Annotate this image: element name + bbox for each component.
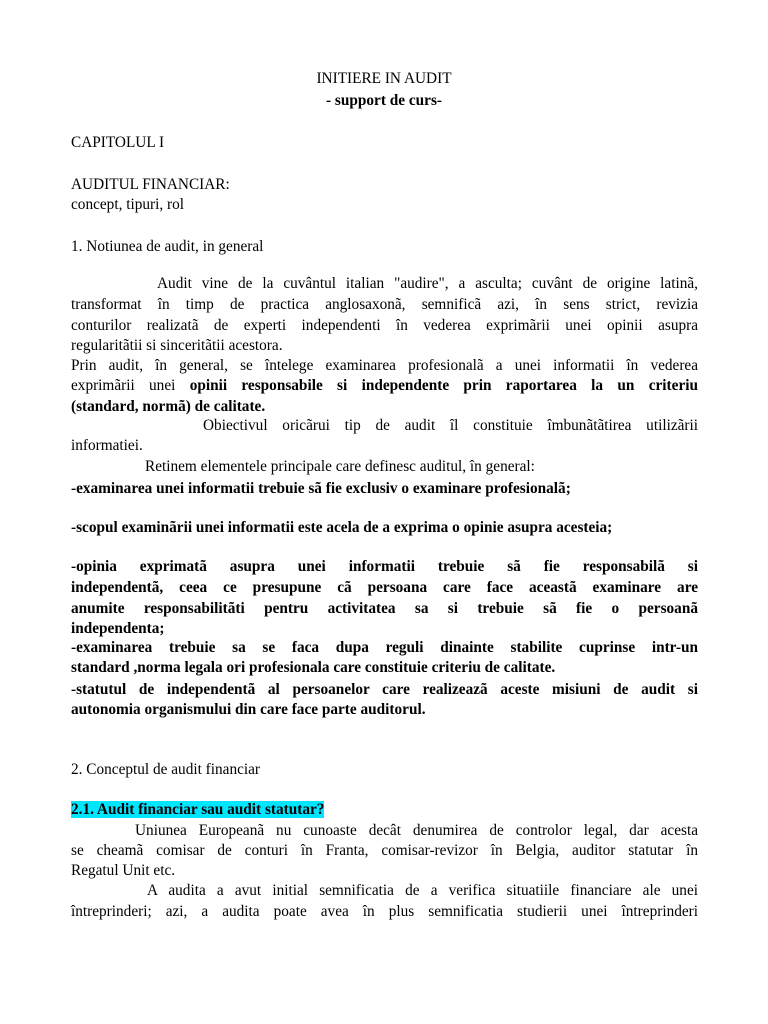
paragraph-line <box>71 376 698 396</box>
paragraph-line: întreprinderi; azi, a audita poate avea în plus semnificatia studierii unei întreprinderi <box>71 903 698 920</box>
document-title: INITIERE IN AUDIT <box>316 70 452 87</box>
paragraph-line: transformat în timp de practica anglosaxonã, semnificã azi, în sens strict, revizia <box>71 296 698 313</box>
paragraph-line: Prin audit, în general, se întelege examinarea profesionalã a unei informatii în vederea <box>71 357 698 374</box>
bullet-item: autonomia organismului din care face parte auditorul. <box>71 701 426 718</box>
section-heading: 1. Notiunea de audit, in general <box>71 238 264 255</box>
paragraph-line: A audita a avut initial semnificatia de a verifica situatiile financiare ale unei <box>147 882 698 899</box>
paragraph-line: Regatul Unit etc. <box>71 862 176 879</box>
paragraph-line: informatiei. <box>71 437 143 454</box>
paragraph-line: regularitãtii si sinceritãtii acestora. <box>71 337 283 354</box>
bullet-item: independenta; <box>71 620 165 637</box>
paragraph-text: exprimãrii unei <box>71 377 190 394</box>
paragraph-line: Uniunea Europeanã nu cunoaste decât denumirea de controlor legal, dar acesta <box>135 822 698 839</box>
bullet-item: standard ,norma legala ori profesionala care constituie criteriu de calitate. <box>71 659 556 676</box>
emphasis-text: opinii responsabile si independente prin raportarea la un criteriu <box>189 377 698 394</box>
bullet-item: -statutul de independentã al persoanelor care realizeazã aceste misiuni de audit si <box>71 681 698 698</box>
paragraph-line: conturilor realizatã de experti independenti în vederea exprimãrii unei opinii asupra <box>71 317 698 334</box>
paragraph-line: Retinem elementele principale care definesc auditul, în general: <box>145 458 535 475</box>
chapter-title: AUDITUL FINANCIAR: <box>71 176 230 193</box>
bullet-item: -scopul examinãrii unei informatii este acela de a exprima o opinie asupra acesteia; <box>71 519 613 536</box>
bullet-item: -opinia exprimatã asupra unei informatii trebuie sã fie responsabilã si <box>71 558 698 575</box>
highlighted-heading: 2.1. Audit financiar sau audit statutar? <box>71 801 325 818</box>
paragraph-line: Audit vine de la cuvântul italian "audire", a asculta; cuvânt de origine latinã, <box>157 275 698 292</box>
document-subtitle: - support de curs- <box>325 92 442 109</box>
chapter-label: CAPITOLUL I <box>71 134 165 151</box>
emphasis-text: (standard, normã) de calitate. <box>71 398 266 415</box>
bullet-item: independentã, ceea ce presupune cã persoana care face aceastã examinare are <box>71 579 698 596</box>
section-heading: 2. Conceptul de audit financiar <box>71 761 261 778</box>
paragraph-line: Obiectivul oricãrui tip de audit îl constituie îmbunãtãtirea utilizãrii <box>203 417 698 434</box>
subsection-heading <box>71 800 324 820</box>
paragraph-line: se cheamã comisar de conturi în Franta, comisar-revizor în Belgia, auditor statutar în <box>71 842 698 859</box>
bullet-item: -examinarea trebuie sa se faca dupa reguli dinainte stabilite cuprinse intr-un <box>71 639 698 656</box>
bullet-item: -examinarea unei informatii trebuie sã fie exclusiv o examinare profesionalã; <box>71 480 571 497</box>
bullet-item: anumite responsabilitãti pentru activitatea sa si trebuie sã fie o persoanã <box>71 600 698 617</box>
chapter-subtitle: concept, tipuri, rol <box>71 196 184 213</box>
